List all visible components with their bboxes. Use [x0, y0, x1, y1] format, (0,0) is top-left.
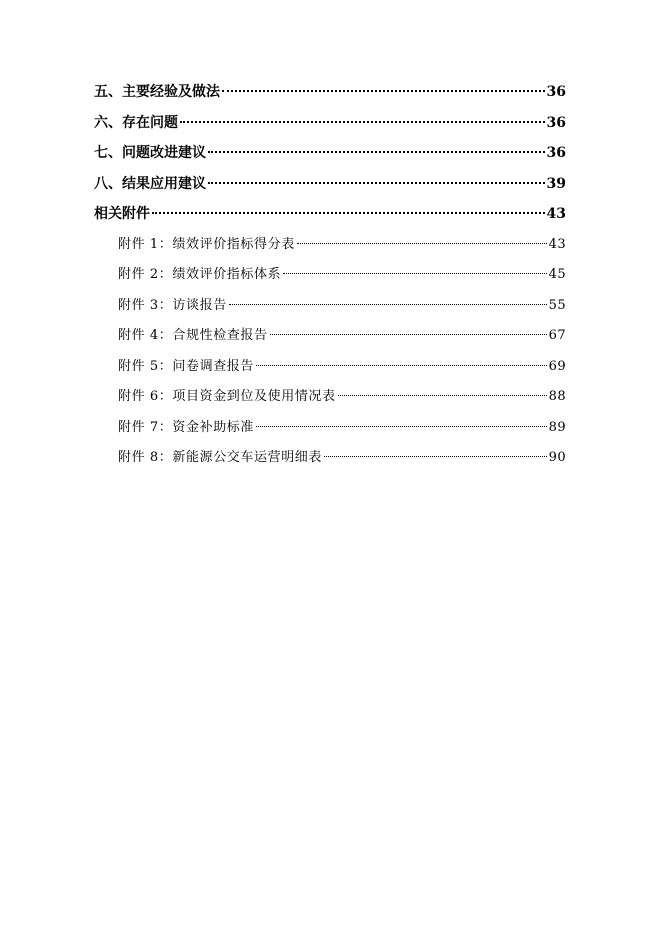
toc-leader-dots: [222, 90, 545, 92]
toc-leader-dots: [283, 273, 546, 274]
toc-entry-page: 36: [546, 114, 566, 131]
toc-entry-attachment-1[interactable]: [94, 230, 566, 261]
toc-entry-page: 69: [548, 358, 566, 374]
toc-leader-dots: [297, 243, 547, 244]
toc-entry-page: 55: [548, 297, 566, 313]
toc-entry-attachments[interactable]: [94, 199, 566, 230]
toc-entry-title: 附件 3：访谈报告: [118, 297, 227, 313]
toc-leader-dots: [324, 456, 547, 457]
toc-entry-title: 五、主要经验及做法: [94, 84, 220, 100]
toc-entry-attachment-7[interactable]: [94, 413, 566, 444]
toc-entry-attachment-4[interactable]: [94, 321, 566, 352]
toc-entry-title: 七、问题改进建议: [94, 145, 206, 161]
toc-entry-attachment-2[interactable]: [94, 260, 566, 291]
toc-entry-title: 附件 1：绩效评价指标得分表: [118, 236, 295, 252]
toc-entry-attachment-5[interactable]: [94, 352, 566, 383]
toc-entry-section-6[interactable]: [94, 108, 566, 139]
toc-leader-dots: [180, 121, 545, 123]
toc-entry-page: 36: [546, 145, 566, 161]
toc-leader-dots: [338, 395, 547, 396]
toc-entry-attachment-6[interactable]: [94, 382, 566, 413]
toc-entry-page: 67: [548, 328, 566, 343]
toc-leader-dots: [256, 365, 547, 366]
toc-entry-title: 附件 2：绩效评价指标体系: [118, 267, 282, 282]
toc-leader-dots: [208, 151, 545, 153]
toc-entry-section-8[interactable]: [94, 169, 566, 200]
toc-leader-dots: [152, 212, 545, 214]
toc-entry-page: 89: [548, 419, 566, 435]
toc-entry-title: 附件 7：资金补助标准: [118, 419, 255, 435]
toc-entry-title: 六、存在问题: [94, 114, 178, 131]
toc-leader-dots: [270, 334, 547, 335]
toc-entry-page: 45: [548, 267, 566, 282]
toc-entry-page: 88: [548, 389, 566, 404]
toc-leader-dots: [208, 182, 545, 184]
toc-leader-dots: [256, 426, 547, 427]
toc-entry-attachment-3[interactable]: [94, 291, 566, 322]
toc-entry-title: 八、结果应用建议: [94, 175, 206, 192]
toc-entry-page: 36: [546, 84, 566, 100]
toc-entry-page: 39: [546, 175, 566, 192]
toc-entry-attachment-8[interactable]: [94, 443, 566, 474]
toc-entry-page: 90: [548, 450, 566, 465]
table-of-contents: [94, 77, 566, 474]
toc-entry-section-7[interactable]: [94, 138, 566, 169]
toc-entry-title: 附件 4：合规性检查报告: [118, 328, 268, 343]
toc-entry-section-5[interactable]: [94, 77, 566, 108]
toc-entry-title: 相关附件: [94, 206, 150, 222]
toc-entry-page: 43: [548, 236, 566, 252]
toc-entry-title: 附件 8：新能源公交车运营明细表: [118, 450, 323, 465]
toc-entry-page: 43: [546, 206, 566, 222]
toc-entry-title: 附件 5：问卷调查报告: [118, 358, 255, 374]
toc-leader-dots: [229, 304, 547, 305]
toc-entry-title: 附件 6：项目资金到位及使用情况表: [118, 389, 336, 404]
